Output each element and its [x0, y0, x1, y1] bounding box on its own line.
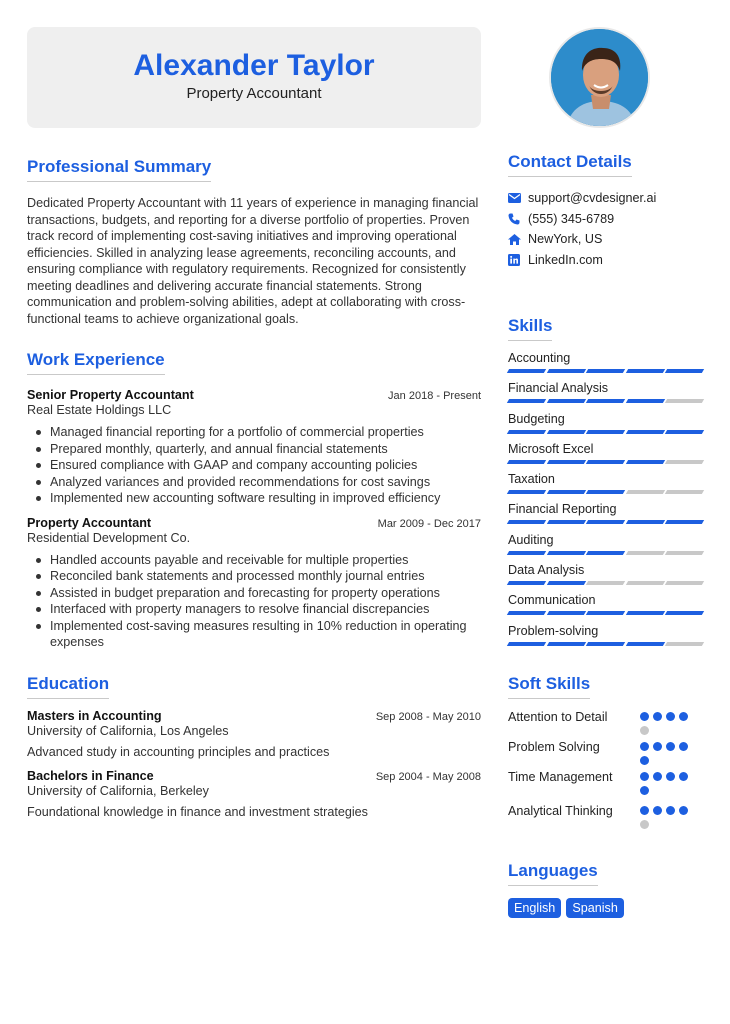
language-tag: Spanish	[566, 898, 624, 918]
contact-list	[508, 188, 708, 270]
skill-level-segment	[665, 369, 704, 373]
skills-heading: Skills	[508, 316, 552, 341]
skill-level-segment	[586, 642, 625, 646]
soft-skill-item	[508, 803, 708, 829]
linkedin-icon	[508, 254, 528, 266]
education-description: Foundational knowledge in finance and investment strategies	[27, 804, 368, 819]
job-title: Property Accountant	[27, 515, 152, 530]
skill-level-segment	[586, 399, 625, 403]
job-date: Jan 2018 - Present	[388, 390, 481, 402]
job-bullet: Implemented cost-saving measures resulting in 10% reduction in operating expenses	[27, 618, 481, 651]
skill-level-segment	[665, 490, 704, 494]
languages-heading: Languages	[508, 861, 598, 886]
soft-skill-name: Problem Solving	[508, 739, 600, 754]
job-bullets	[27, 552, 481, 651]
job-bullets	[27, 424, 481, 507]
skill-level-segment	[586, 430, 625, 434]
soft-skills-list	[508, 709, 708, 829]
skill-level-segment	[546, 430, 585, 434]
skill-level-segment	[507, 611, 546, 615]
school: University of California, Los Angeles	[27, 723, 229, 738]
skill-item	[508, 381, 708, 411]
phone-icon	[508, 213, 528, 225]
contact-phone[interactable]	[508, 209, 708, 230]
skill-level-segment	[626, 520, 665, 524]
skill-level-segment	[507, 460, 546, 464]
education-date: Sep 2008 - May 2010	[375, 710, 481, 723]
rating-dot	[640, 742, 649, 751]
soft-skill-rating	[640, 709, 694, 735]
rating-dot	[653, 742, 662, 751]
languages-section	[508, 861, 708, 918]
skill-level-bar	[508, 460, 708, 464]
soft-skill-rating	[640, 739, 694, 765]
phone-text: (555) 345-6789	[528, 211, 615, 226]
skill-level-segment	[586, 369, 625, 373]
education-section	[27, 674, 481, 819]
skill-level-segment	[546, 642, 585, 646]
skill-level-segment	[507, 430, 546, 434]
location-text: NewYork, US	[528, 232, 603, 247]
skill-level-bar	[508, 642, 708, 646]
skill-level-segment	[546, 551, 585, 555]
job-bullet: Assisted in budget preparation and forecasting for property operations	[27, 585, 481, 602]
skill-level-segment	[546, 490, 585, 494]
job-bullet: Handled accounts payable and receivable for multiple properties	[27, 552, 481, 569]
skill-level-segment	[546, 460, 585, 464]
rating-dot	[640, 726, 649, 735]
skill-level-segment	[507, 399, 546, 403]
skill-level-segment	[546, 581, 585, 585]
skill-level-segment	[507, 642, 546, 646]
skill-level-segment	[626, 551, 665, 555]
skill-level-segment	[546, 611, 585, 615]
skill-name: Data Analysis	[508, 563, 585, 578]
school: University of California, Berkeley	[27, 783, 209, 798]
job-bullet: Managed financial reporting for a portfolio of commercial properties	[27, 424, 481, 441]
skill-level-segment	[586, 611, 625, 615]
rating-dot	[640, 772, 649, 781]
rating-dot	[666, 742, 675, 751]
skill-level-segment	[626, 369, 665, 373]
skill-item	[508, 563, 708, 593]
job-bullet: Interfaced with property managers to resolve financial discrepancies	[27, 601, 481, 618]
education-entry	[27, 769, 481, 819]
summary-text: Dedicated Property Accountant with 11 years of experience in managing financial transactions, budgets, and reporting for a diverse portfolio of properties. Proven track record of implementing cost-saving initiatives and improving operational efficiencies. Skilled in analyzing lease agreements, reconciling accounts, and ensuring compliance with regulatory requirements. Recognized for consistently meeting deadlines and delivering accurate financial statements. Strong communication and problem-solving abilities, adept at collaborating with cross-functional teams to achieve organizational goals.	[27, 196, 479, 326]
skill-level-segment	[626, 490, 665, 494]
skill-name: Auditing	[508, 532, 554, 547]
experience-section	[27, 350, 481, 651]
skill-name: Microsoft Excel	[508, 441, 594, 456]
education-description: Advanced study in accounting principles and practices	[27, 744, 330, 759]
rating-dot	[640, 756, 649, 765]
skill-level-bar	[508, 369, 708, 373]
job-bullet: Prepared monthly, quarterly, and annual financial statements	[27, 441, 481, 458]
contact-linkedin[interactable]	[508, 250, 708, 271]
main-column	[27, 27, 481, 819]
skill-level-segment	[546, 399, 585, 403]
skill-name: Budgeting	[508, 411, 565, 426]
job-bullet: Ensured compliance with GAAP and company accounting policies	[27, 457, 481, 474]
skill-level-segment	[586, 490, 625, 494]
skill-item	[508, 442, 708, 472]
rating-dot	[640, 806, 649, 815]
rating-dot	[679, 772, 688, 781]
job-date: Mar 2009 - Dec 2017	[377, 517, 481, 530]
skills-section	[508, 316, 708, 654]
job-company: Residential Development Co.	[27, 530, 191, 545]
candidate-title: Property Accountant	[186, 85, 322, 102]
skill-item	[508, 351, 708, 381]
skill-level-segment	[626, 611, 665, 615]
rating-dot	[666, 806, 675, 815]
skill-item	[508, 624, 708, 654]
skill-level-segment	[665, 611, 704, 615]
rating-dot	[640, 786, 649, 795]
skill-level-bar	[508, 399, 708, 403]
degree: Masters in Accounting	[27, 708, 162, 723]
rating-dot	[679, 742, 688, 751]
summary-section	[27, 157, 481, 327]
skill-level-bar	[508, 520, 708, 524]
skill-name: Accounting	[508, 351, 571, 365]
soft-skill-rating	[640, 803, 694, 829]
soft-skill-name: Analytical Thinking	[508, 803, 613, 818]
soft-skill-item	[508, 769, 708, 795]
rating-dot	[666, 712, 675, 721]
skill-level-bar	[508, 581, 708, 585]
home-icon	[508, 234, 528, 245]
skill-name: Taxation	[508, 472, 555, 487]
skill-level-segment	[586, 520, 625, 524]
degree: Bachelors in Finance	[27, 768, 154, 783]
soft-skill-item	[508, 709, 708, 735]
skill-level-bar	[508, 611, 708, 615]
skill-level-segment	[507, 520, 546, 524]
job-bullet: Reconciled bank statements and processed monthly journal entries	[27, 568, 481, 585]
soft-skill-rating	[640, 769, 694, 795]
education-date: Sep 2004 - May 2008	[375, 770, 481, 783]
skills-list	[508, 351, 708, 654]
contact-section	[508, 152, 708, 270]
skill-level-segment	[626, 399, 665, 403]
header	[27, 27, 481, 128]
job-company: Real Estate Holdings LLC	[27, 403, 172, 417]
education-heading: Education	[27, 674, 109, 699]
job-entry	[27, 388, 481, 507]
rating-dot	[640, 820, 649, 829]
skill-level-segment	[507, 369, 546, 373]
skill-level-segment	[665, 642, 704, 646]
soft-skill-name: Attention to Detail	[508, 709, 608, 724]
soft-skills-heading: Soft Skills	[508, 674, 590, 699]
languages-list	[508, 898, 708, 918]
skill-level-segment	[586, 581, 625, 585]
language-tag: English	[508, 898, 561, 918]
rating-dot	[653, 772, 662, 781]
skill-level-segment	[626, 642, 665, 646]
skill-level-segment	[626, 430, 665, 434]
skill-item	[508, 533, 708, 563]
skill-level-segment	[665, 399, 704, 403]
skill-name: Communication	[508, 593, 596, 608]
skill-level-segment	[507, 551, 546, 555]
skill-name: Financial Reporting	[508, 502, 617, 517]
skill-level-segment	[546, 369, 585, 373]
skill-name: Financial Analysis	[508, 381, 609, 396]
contact-heading: Contact Details	[508, 152, 632, 177]
skill-level-bar	[508, 490, 708, 494]
job-title: Senior Property Accountant	[27, 388, 194, 402]
soft-skill-name: Time Management	[508, 769, 613, 784]
soft-skill-item	[508, 739, 708, 765]
skill-level-segment	[665, 430, 704, 434]
skill-item	[508, 412, 708, 442]
skill-level-bar	[508, 430, 708, 434]
skill-level-segment	[665, 551, 704, 555]
skill-item	[508, 502, 708, 532]
skill-level-segment	[507, 581, 546, 585]
rating-dot	[640, 712, 649, 721]
contact-location	[508, 229, 708, 250]
sidebar-column	[508, 27, 708, 918]
rating-dot	[653, 806, 662, 815]
education-entry	[27, 709, 481, 759]
linkedin-text: LinkedIn.com	[528, 252, 603, 267]
skill-item	[508, 472, 708, 502]
skill-level-segment	[586, 551, 625, 555]
skill-level-segment	[586, 460, 625, 464]
email-text: support@cvdesigner.ai	[528, 191, 657, 206]
skill-level-segment	[507, 490, 546, 494]
rating-dot	[653, 712, 662, 721]
skill-level-segment	[665, 460, 704, 464]
envelope-icon	[508, 193, 528, 203]
rating-dot	[679, 712, 688, 721]
job-bullet: Implemented new accounting software resulting in improved efficiency	[27, 490, 481, 507]
skill-level-segment	[665, 581, 704, 585]
skill-level-bar	[508, 551, 708, 555]
skill-level-segment	[626, 460, 665, 464]
skill-item	[508, 593, 708, 623]
skill-level-segment	[546, 520, 585, 524]
skill-level-segment	[665, 520, 704, 524]
job-entry	[27, 516, 481, 651]
candidate-name: Alexander Taylor	[133, 49, 375, 82]
soft-skills-section	[508, 674, 708, 829]
job-bullet: Analyzed variances and provided recommendations for cost savings	[27, 474, 481, 491]
skill-level-segment	[626, 581, 665, 585]
rating-dot	[666, 772, 675, 781]
summary-heading: Professional Summary	[27, 157, 211, 182]
skill-name: Problem-solving	[508, 623, 599, 638]
experience-heading: Work Experience	[27, 350, 165, 375]
rating-dot	[679, 806, 688, 815]
contact-email[interactable]	[508, 188, 708, 209]
